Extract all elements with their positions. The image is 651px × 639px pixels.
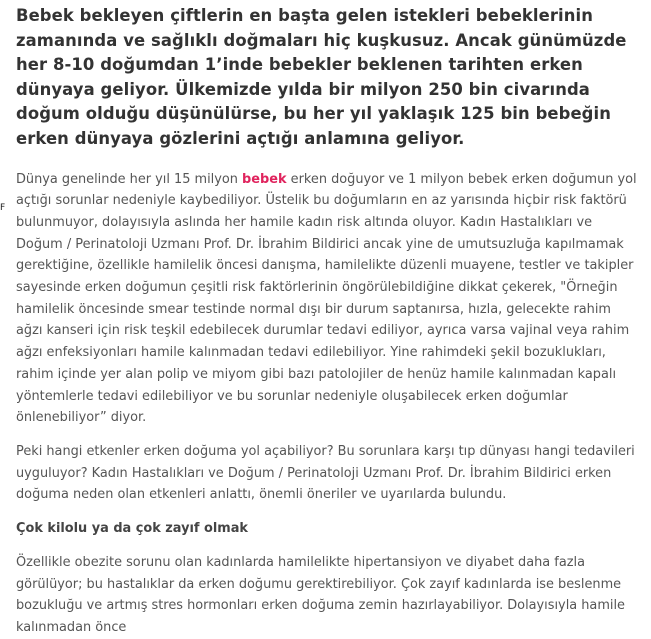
section-subheading: Çok kilolu ya da çok zayıf olmak	[16, 521, 248, 537]
paragraph-weight: Özellikle obezite sorunu olan kadınlarda hamilelikte hipertansiyon ve diyabet daha fazla görülüyor; bu hastalıklar da erken doğumu gerektirebiliyor. Çok zayıf kadınlarda ise beslenme bozukluğu ve artmış stres hormonları erken doğuma zemin hazırlayabiliyor. Dolayısıyla hamile kalınmadan önce	[16, 554, 625, 635]
article-content	[16, 0, 641, 639]
paragraph-intro-text-rest: erken doğuyor ve 1 milyon bebek erken doğumun yol açtığı sorunlar nedeniyle kaybediliyor. Üstelik bu doğumların en az yarısında hiçbir risk faktörü bulunmuyor, dolayısıyla aslında her hamile kadın risk altında oluyor. Kadın Hastalıkları ve Doğum / Perinatoloji Uzmanı Prof. Dr. İbrahim Bildirici ancak yine de umutsuzluğa kapılmamak gerektiğine, özellikle hamilelik öncesi danışma, hamilelikte düzenli muayene, testler ve takipler sayesinde erken doğumun çeşitli risk faktörlerinin öngörülebildiğine dikkat çekerek, "Örneğin hamilelik öncesinde smear testinde normal dışı bir durum saptanırsa, hızla, gelecekte rahim ağzı kanseri için risk teşkil edebilecek durumlar tedavi ediliyor, ayrıca varsa vajinal veya rahim ağzı enfeksiyonları hamile kalınmadan tedavi edilebiliyor. Yine rahimdeki şekil bozuklukları, rahim içinde yer alan polip ve miyom gibi bazı patolojiler de henüz hamile kalınmadan kapalı yöntemlerle tedavi edilebiliyor ve bu sorunlar nedeniyle oluşabilecek erken doğumlar önlenebiliyor” diyor.	[16, 171, 637, 426]
side-margin-mark: F	[0, 203, 6, 213]
paragraph-questions: Peki hangi etkenler erken doğuma yol açabiliyor? Bu sorunlara karşı tıp dünyası hangi tedavileri uyguluyor? Kadın Hastalıkları ve Doğum / Perinatoloji Uzmanı Prof. Dr. İbrahim Bildirici erken doğuma neden olan etkenleri anlattı, önemli öneriler ve uyarılarda bulundu.	[16, 444, 635, 503]
article-lead: Bebek bekleyen çiftlerin en başta gelen istekleri bebeklerinin zamanında ve sağlıklı doğmaları hiç kuşkusuz. Ancak günümüzde her 8-10 doğumdan 1’inde bebekler beklenen tarihten erken dünyaya geliyor. Ülkemizde yılda bir milyon 250 bin civarında doğum olduğu düşünülürse, bu her yıl yaklaşık 125 bin bebeğin erken dünyaya gözlerini açtığı anlamına geliyor.	[16, 6, 627, 148]
paragraph-intro	[16, 169, 641, 429]
paragraph-intro-text-start: Dünya genelinde her yıl 15 milyon	[16, 171, 243, 187]
bebek-keyword-link[interactable]: bebek	[242, 171, 287, 187]
